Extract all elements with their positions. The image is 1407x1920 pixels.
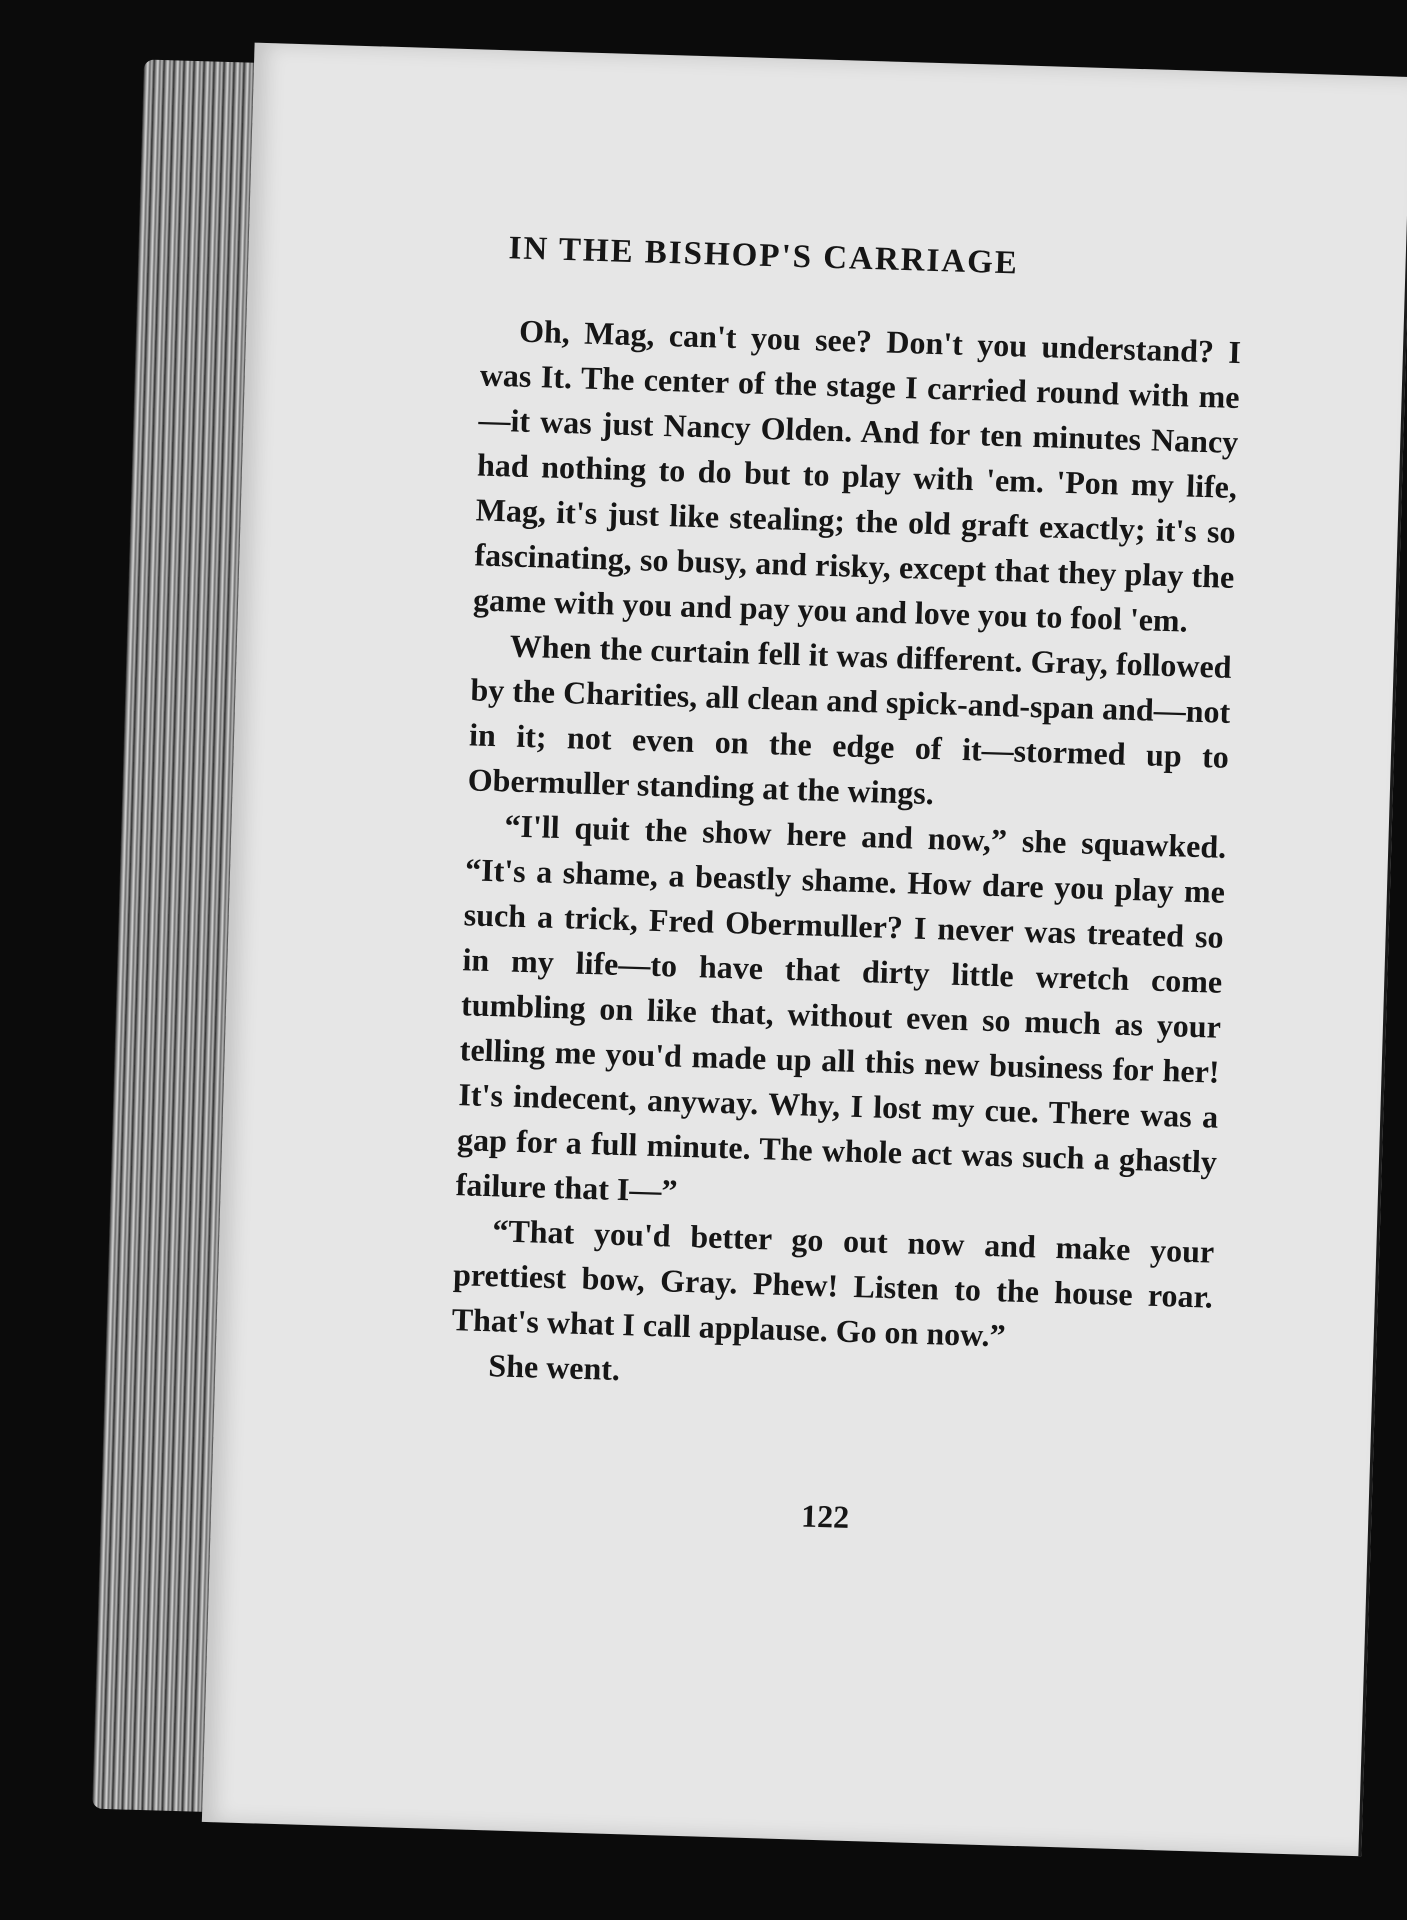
paragraph: “I'll quit the show here and now,” she squawked. “It's a shame, a beastly shame. How dare you play me such a trick, Fred Obermuller? I never was treated so in my life—to have that dirty little wretch come tumbling on like that, without even so much as your telling me you'd made up all this new business for her! It's indecent, anyway. Why, I lost my cue. There was a gap for a full minute. The whole act was such a ghastly failure that I—” bbox=[455, 807, 1227, 1209]
page-edge-line bbox=[1358, 77, 1407, 1856]
paragraph: “That you'd better go out now and make your prettiest bow, Gray. Phew! Listen to the house roar. That's what I call applause. Go on now.” bbox=[451, 1212, 1215, 1354]
paragraph: She went. bbox=[487, 1347, 621, 1388]
page-number: 122 bbox=[800, 1497, 850, 1535]
paragraph: When the curtain fell it was different. Gray, followed by the Charities, all clean and spick-and-span and—not in it; not even on the edge of it—stormed up to Obermuller standing at the wings. bbox=[467, 627, 1233, 812]
running-head: IN THE BISHOP'S CARRIAGE bbox=[508, 230, 1020, 282]
paragraph: Oh, Mag, can't you see? Don't you understand? I was It. The center of the stage I carried round with me—it was just Nancy Olden. And for ten minutes Nancy had nothing to do but to play with 'em. 'Pon my life, Mag, it's just like stealing; the old graft exactly; it's so fascinating, so busy, and risky, except that they play the game with you and pay you and love you to fool 'em. bbox=[472, 312, 1242, 639]
book-page bbox=[92, 29, 1407, 1866]
body-text bbox=[450, 308, 1242, 1410]
